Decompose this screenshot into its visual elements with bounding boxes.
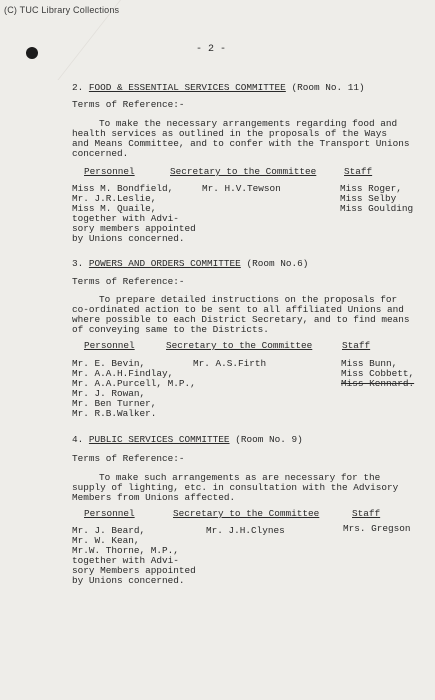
- terms-line: health services as outlined in the proposals of the Ways: [72, 128, 388, 139]
- personnel-entry: by Unions concerned.: [72, 233, 185, 244]
- secretary-header: Secretary to the Committee: [166, 340, 313, 351]
- personnel-entry: Mr. J. Beard,: [72, 525, 146, 536]
- personnel-entry: Mr. Ben Turner,: [72, 398, 157, 409]
- secretary-header: Secretary to the Committee: [170, 166, 317, 177]
- staff-entry: Miss Selby: [340, 193, 397, 204]
- staff-entry: Miss Cobbett,: [341, 368, 415, 379]
- staff-header: Staff: [344, 166, 373, 177]
- personnel-entry: sory Members appointed: [72, 565, 196, 576]
- terms-line: To make the necessary arrangements regarding food and: [99, 118, 398, 129]
- personnel-entry: Mr. E. Bevin,: [72, 358, 146, 369]
- terms-line: co-ordinated action to be sent to all affiliated Unions and: [72, 304, 404, 315]
- section-2-heading: [72, 83, 365, 93]
- secretary-entry: Mr. A.S.Firth: [193, 358, 267, 369]
- terms-label: Terms of Reference:-: [72, 453, 185, 464]
- personnel-entry: Mr. W. Kean,: [72, 535, 140, 546]
- personnel-header: Personnel: [84, 166, 135, 177]
- room-number: (Room No.6): [246, 258, 309, 269]
- section-3-heading: [72, 259, 308, 269]
- secretary-entry: Mr. J.H.Clynes: [206, 525, 285, 536]
- terms-line: of conveying same to the Districts.: [72, 324, 269, 335]
- section-4-heading: [72, 435, 303, 445]
- section-title: FOOD & ESSENTIAL SERVICES COMMITTEE: [88, 82, 286, 93]
- section-number: 4.: [72, 434, 84, 445]
- terms-line: where possible to each District Secretary, and to find means: [72, 314, 410, 325]
- personnel-entry: Mr. A.A.H.Findlay,: [72, 368, 174, 379]
- terms-label: Terms of Reference:-: [72, 99, 185, 110]
- personnel-header: Personnel: [84, 508, 135, 519]
- personnel-header: Personnel: [84, 340, 135, 351]
- terms-line: To prepare detailed instructions on the proposals for: [99, 294, 398, 305]
- terms-label: Terms of Reference:-: [72, 276, 185, 287]
- personnel-entry: Mr.W. Thorne, M.P.,: [72, 545, 179, 556]
- section-number: 2.: [72, 82, 84, 93]
- punch-hole: [26, 47, 38, 59]
- terms-line: concerned.: [72, 148, 129, 159]
- room-number: (Room No. 11): [291, 82, 365, 93]
- staff-header: Staff: [342, 340, 371, 351]
- staff-entry: Mrs. Gregson: [343, 523, 411, 534]
- staff-entry: Miss Roger,: [340, 183, 402, 194]
- personnel-entry: sory members appointed: [72, 223, 196, 234]
- terms-line: supply of lighting, etc. in consultation with the Advisory: [72, 482, 399, 493]
- personnel-entry: together with Advi-: [72, 213, 179, 224]
- terms-line: To make such arrangements as are necessary for the: [99, 472, 381, 483]
- secretary-entry: Mr. H.V.Tewson: [202, 183, 281, 194]
- section-title: POWERS AND ORDERS COMMITTEE: [88, 258, 241, 269]
- personnel-entry: Mr. J. Rowan,: [72, 388, 146, 399]
- watermark: (C) TUC Library Collections: [4, 5, 120, 15]
- staff-entry: Miss Kennard.: [341, 378, 415, 389]
- secretary-header: Secretary to the Committee: [173, 508, 320, 519]
- personnel-entry: by Unions concerned.: [72, 575, 185, 586]
- section-number: 3.: [72, 258, 84, 269]
- personnel-entry: Mr. A.A.Purcell, M.P.,: [72, 378, 196, 389]
- personnel-entry: Mr. J.R.Leslie,: [72, 193, 157, 204]
- terms-line: and Means Committee, and to confer with the Transport Unions: [72, 138, 410, 149]
- page-number: - 2 -: [196, 44, 227, 55]
- staff-entry: Miss Bunn,: [341, 358, 398, 369]
- section-title: PUBLIC SERVICES COMMITTEE: [88, 434, 230, 445]
- room-number: (Room No. 9): [235, 434, 303, 445]
- personnel-entry: Mr. R.B.Walker.: [72, 408, 157, 419]
- personnel-entry: Miss M. Quaile,: [72, 203, 157, 214]
- staff-header: Staff: [352, 508, 381, 519]
- personnel-entry: together with Advi-: [72, 555, 179, 566]
- terms-line: Members from Unions affected.: [72, 492, 236, 503]
- staff-entry: Miss Goulding: [340, 203, 414, 214]
- personnel-entry: Miss M. Bondfield,: [72, 183, 174, 194]
